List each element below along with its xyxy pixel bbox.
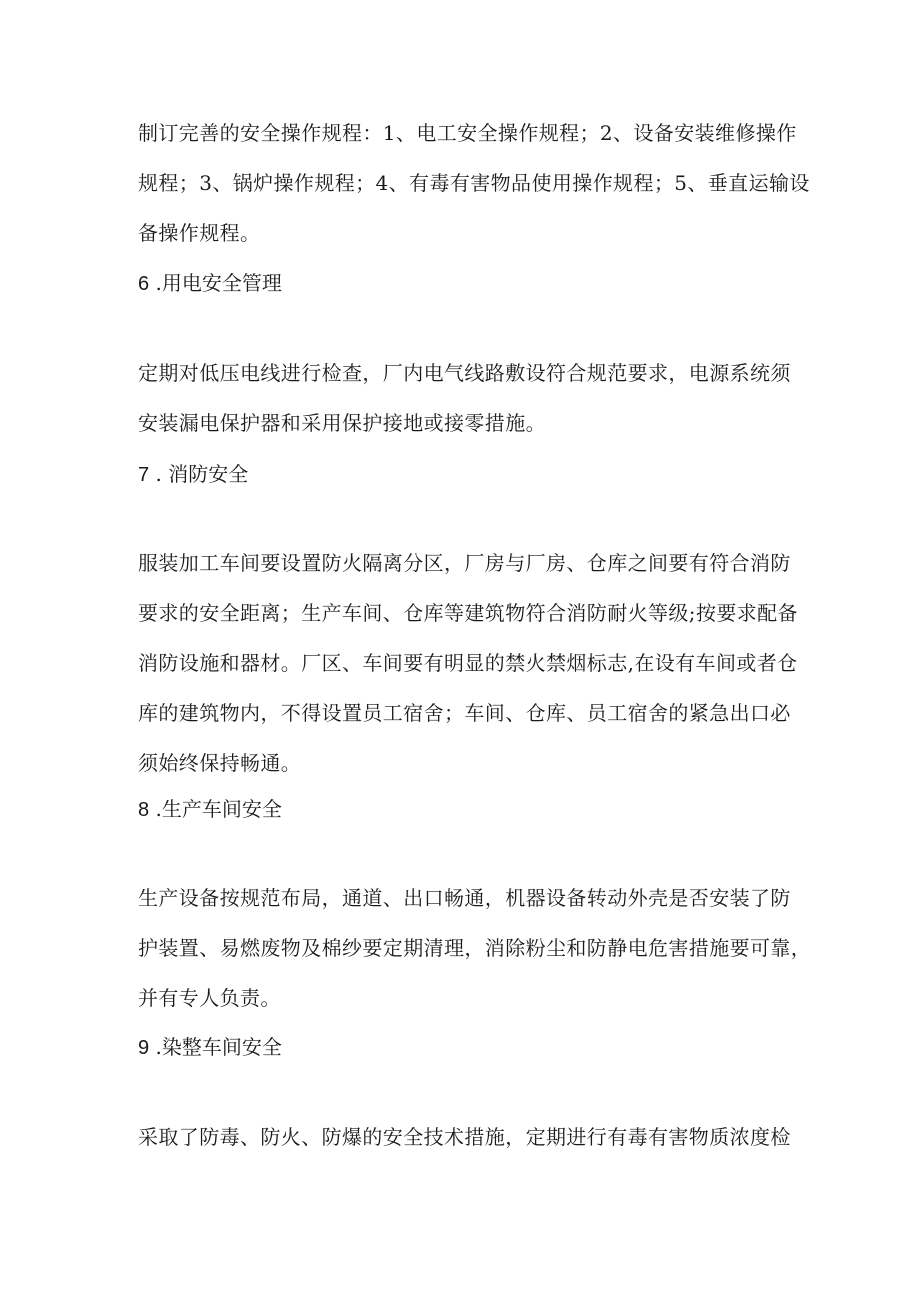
- text-line: 备操作规程。: [138, 221, 261, 245]
- section-number: 9: [138, 1037, 150, 1059]
- paragraph-workshop-safety: [138, 873, 812, 1023]
- section-title: .用电安全管理: [149, 271, 282, 295]
- text-line: 要求的安全距离；生产车间、仓库等建筑物符合消防耐火等级;按要求配备: [138, 601, 798, 625]
- text-line: 采取了防毒、防火、防爆的安全技术措施，定期进行有毒有害物质浓度检: [138, 1125, 791, 1149]
- section-title: .染整车间安全: [149, 1035, 282, 1059]
- text-line: 服装加工车间要设置防火隔离分区，厂房与厂房、仓库之间要有符合消防: [138, 551, 791, 575]
- text-line: 护装置、易燃废物及棉纱要定期清理，消除粉尘和防静电危害措施要可靠，: [138, 936, 812, 960]
- section-heading-9: [138, 1032, 282, 1063]
- text-line: 定期对低压电线进行检查，厂内电气线路敷设符合规范要求，电源系统须: [138, 361, 791, 385]
- text-line: 制订完善的安全操作规程：1、电工安全操作规程；2、设备安装维修操作: [138, 121, 797, 145]
- section-title: . 消防安全: [149, 462, 249, 486]
- section-heading-6: [138, 268, 282, 299]
- text-line: 生产设备按规范布局，通道、出口畅通，机器设备转动外壳是否安装了防: [138, 886, 791, 910]
- section-title: .生产车间安全: [149, 797, 282, 821]
- text-line: 须始终保持畅通。: [138, 751, 302, 775]
- section-heading-8: [138, 794, 282, 825]
- text-line: 并有专人负责。: [138, 986, 281, 1010]
- paragraph-electrical-safety: [138, 348, 798, 448]
- text-line: 安装漏电保护器和采用保护接地或接零措施。: [138, 411, 546, 435]
- paragraph-dyeing-safety: [138, 1112, 798, 1162]
- section-number: 7: [138, 464, 150, 486]
- paragraph-operating-rules: [138, 108, 810, 258]
- text-line: 消防设施和器材。厂区、车间要有明显的禁火禁烟标志,在设有车间或者仓: [138, 651, 798, 675]
- section-number: 6: [138, 273, 150, 295]
- text-line: 库的建筑物内，不得设置员工宿舍；车间、仓库、员工宿舍的紧急出口必: [138, 701, 791, 725]
- section-number: 8: [138, 799, 150, 821]
- text-line: 规程；3、锅炉操作规程；4、有毒有害物品使用操作规程；5、垂直运输设: [138, 171, 810, 195]
- section-heading-7: [138, 459, 248, 490]
- paragraph-fire-safety: [138, 538, 798, 788]
